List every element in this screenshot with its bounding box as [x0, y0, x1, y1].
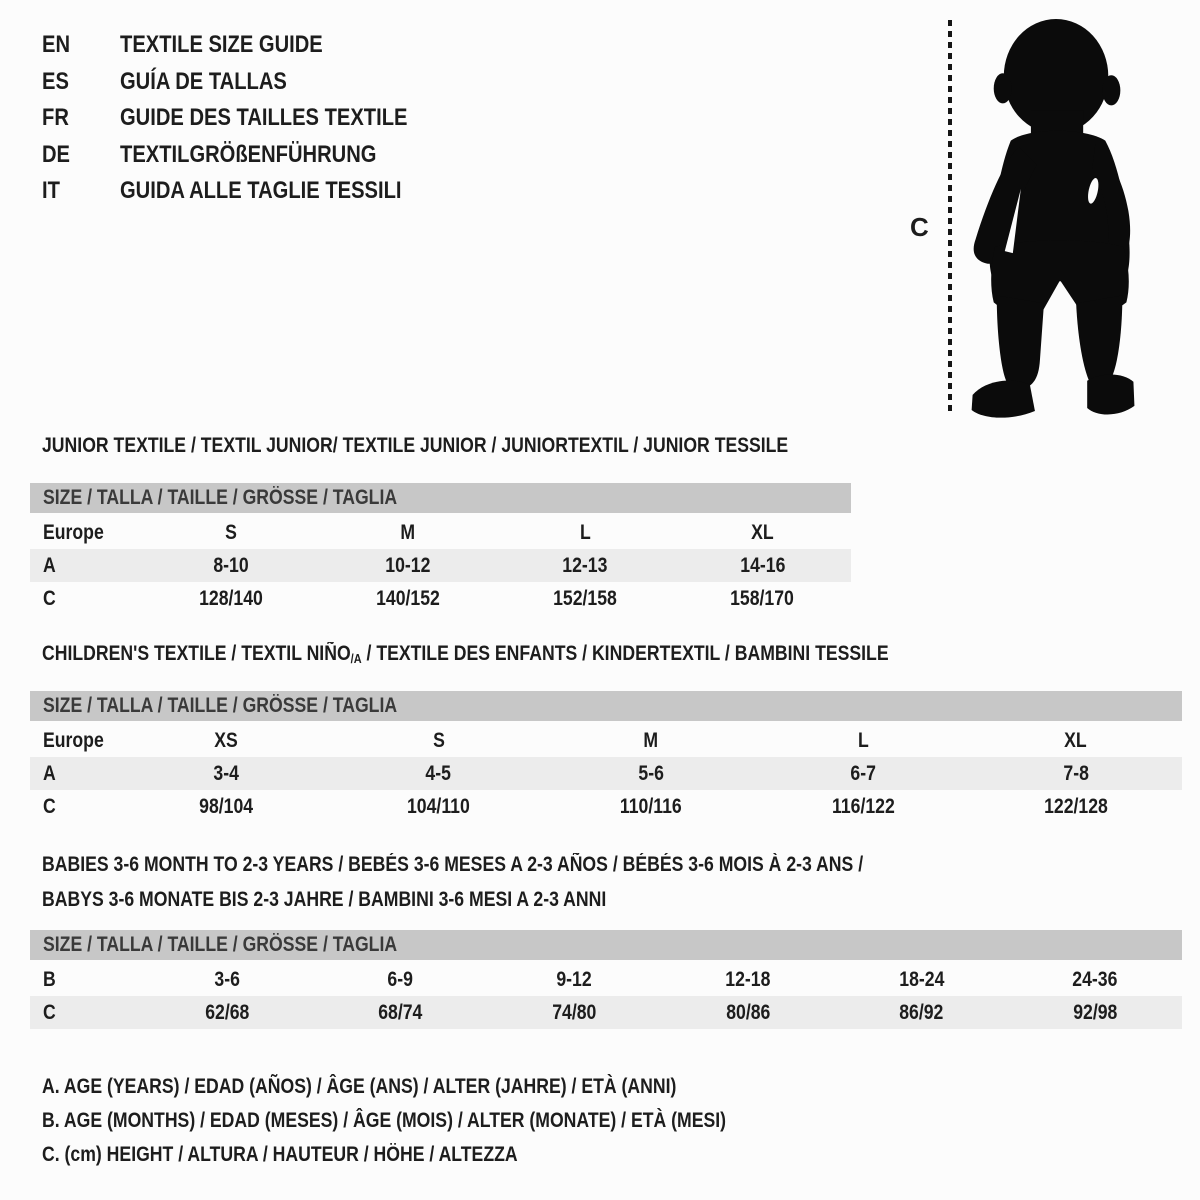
row-label: C [43, 586, 56, 610]
language-code: FR [42, 104, 69, 132]
size-cell: 3-4 [213, 761, 239, 785]
baby-ear-right [1102, 75, 1120, 105]
size-table-header-bar: SIZE / TALLA / TAILLE / GRÖSSE / TAGLIA [30, 691, 1182, 721]
size-cell: 104/110 [407, 794, 470, 818]
language-label: GUIDA ALLE TAGLIE TESSILI [120, 177, 402, 205]
size-cell: 62/68 [204, 1000, 249, 1024]
language-row [42, 27, 462, 64]
size-cell: 6-9 [387, 967, 414, 991]
size-cell: 10-12 [385, 553, 431, 577]
size-row-height [30, 582, 851, 615]
babies-size-table [30, 930, 1182, 1029]
size-cell: 24-36 [1072, 967, 1118, 991]
size-cell: XL [1064, 728, 1088, 752]
size-cell: 14-16 [739, 553, 785, 577]
language-row [42, 64, 462, 101]
legend-line-age-years: A. AGE (YEARS) / EDAD (AÑOS) / ÂGE (ANS) / ALTER (JAHRE) / ETÀ (ANNI) [42, 1075, 677, 1098]
size-cell: S [432, 728, 445, 752]
height-marker-label: C [910, 212, 929, 242]
children-size-table [30, 691, 1182, 823]
size-cell: 74/80 [552, 1000, 597, 1024]
junior-size-table [30, 483, 851, 615]
language-code: DE [42, 140, 71, 168]
junior-section-title: JUNIOR TEXTILE / TEXTIL JUNIOR/ TEXTILE JUNIOR / JUNIORTEXTIL / JUNIOR TESSILE [42, 434, 789, 457]
size-cell: 98/104 [199, 794, 254, 818]
language-row [42, 100, 462, 137]
size-row-months [30, 963, 1182, 996]
language-code: ES [42, 67, 69, 95]
size-cell: XS [214, 728, 238, 752]
size-cell: 110/116 [620, 794, 682, 818]
size-row-height [30, 996, 1182, 1029]
size-cell: 128/140 [198, 586, 263, 610]
size-cell: 7-8 [1063, 761, 1089, 785]
size-table-header-bar: SIZE / TALLA / TAILLE / GRÖSSE / TAGLIA [30, 483, 851, 513]
nino-a-subscript: /A [350, 650, 362, 666]
size-row-europe [30, 516, 851, 549]
babies-section-title: BABIES 3-6 MONTH TO 2-3 YEARS / BEBÉS 3-6 MESES A 2-3 AÑOS / BÉBÉS 3-6 MOIS À 2-3 ANS / BABYS 3-6 MONATE BIS 2-3 JAHRE / BAMBINI 3-6 MESI A 2-3 ANNI [42, 853, 864, 911]
baby-foot-left [972, 380, 1035, 417]
row-label: Europe [43, 520, 104, 544]
size-cell: S [224, 520, 237, 544]
baby-foot-right [1087, 375, 1134, 415]
language-label: TEXTILGRÖßENFÜHRUNG [120, 140, 377, 168]
row-label: C [43, 794, 56, 818]
size-cell: 140/152 [375, 586, 440, 610]
baby-silhouette-image [958, 18, 1140, 420]
language-label: GUIDE DES TAILLES TEXTILE [120, 104, 408, 132]
size-row-height [30, 790, 1182, 823]
size-cell: 5-6 [638, 761, 664, 785]
baby-leg-left [997, 295, 1044, 388]
size-cell: 122/128 [1043, 794, 1108, 818]
row-label: A [43, 553, 56, 577]
size-cell: 18-24 [898, 967, 945, 991]
size-cell: 68/74 [378, 1000, 423, 1024]
size-row-europe [30, 724, 1182, 757]
language-label: TEXTILE SIZE GUIDE [120, 31, 323, 59]
size-row-age [30, 757, 1182, 790]
row-label: B [43, 967, 56, 991]
language-list [42, 27, 462, 210]
size-cell: 12-13 [562, 553, 608, 577]
size-cell: 3-6 [214, 967, 240, 991]
baby-ear-left [994, 73, 1012, 103]
size-cell: 9-12 [556, 967, 592, 991]
row-label: A [43, 761, 56, 785]
size-cell: 80/86 [725, 1000, 770, 1024]
size-cell: 116/122 [831, 794, 895, 818]
size-cell: L [579, 520, 591, 544]
size-cell: 4-5 [425, 761, 452, 785]
height-marker-line [948, 20, 952, 414]
size-cell: L [857, 728, 869, 752]
size-cell: M [643, 728, 659, 752]
baby-leg-right [1076, 295, 1122, 386]
language-row [42, 173, 462, 210]
size-cell: 6-7 [850, 761, 877, 785]
size-cell: M [400, 520, 416, 544]
language-label: GUÍA DE TALLAS [120, 67, 287, 95]
size-table-header-bar: SIZE / TALLA / TAILLE / GRÖSSE / TAGLIA [30, 930, 1182, 960]
size-cell: 152/158 [553, 586, 618, 610]
size-cell: XL [751, 520, 774, 544]
size-row-age [30, 549, 851, 582]
size-cell: 8-10 [212, 553, 249, 577]
children-section-title: CHILDREN'S TEXTILE / TEXTIL $NIÑO_{/A}$ / TEXTILE DES ENFANTS / KINDERTEXTIL / BAMBINI TESSILE [42, 642, 889, 666]
language-code: EN [42, 31, 71, 59]
language-row [42, 137, 462, 174]
legend-line-height: C. (cm) HEIGHT / ALTURA / HAUTEUR / HÖHE / ALTEZZA [42, 1143, 518, 1166]
legend-line-age-months: B. AGE (MONTHS) / EDAD (MESES) / ÂGE (MOIS) / ALTER (MONATE) / ETÀ (MESI) [42, 1109, 727, 1132]
size-cell: 92/98 [1073, 1000, 1118, 1024]
language-code: IT [42, 177, 60, 205]
size-cell: 12-18 [725, 967, 771, 991]
row-label: Europe [43, 728, 104, 752]
row-label: C [43, 1000, 56, 1024]
size-cell: 86/92 [899, 1000, 944, 1024]
measurement-legend [42, 1070, 856, 1172]
size-cell: 158/170 [730, 586, 795, 610]
